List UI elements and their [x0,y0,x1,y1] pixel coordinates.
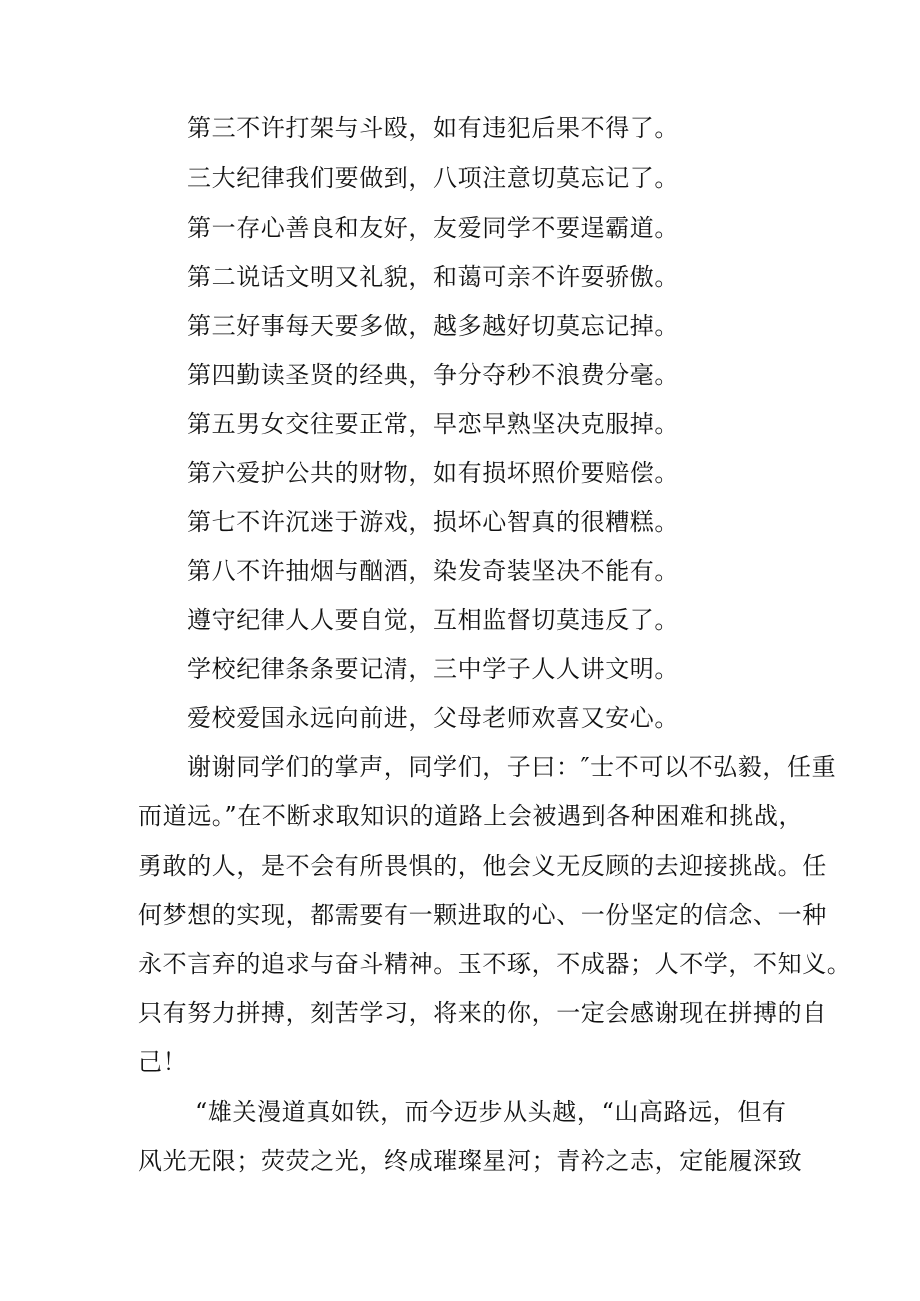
verse-line: 第三好事每天要多做，越多越好切莫忘记掉。 [187,312,679,340]
verse-line: 第一存心善良和友好，友爱同学不要逞霸道。 [187,214,679,242]
verse-line: 第五男女交往要正常，早恋早熟坚决克服掉。 [187,410,679,438]
verse-line: 三大纪律我们要做到，八项注意切莫忘记了。 [187,164,679,192]
paragraph-line: 勇敢的人，是不会有所畏惧的，他会义无反顾的去迎接挑战。任 [138,852,827,880]
paragraph-line: 永不言弃的追求与奋斗精神。玉不琢，不成器；人不学，不知义。 [138,950,852,978]
paragraph-line: 风光无限；荧荧之光，终成璀璨星河；青衿之志，定能履深致 [138,1147,803,1175]
verse-line: 第七不许沉迷于游戏，损坏心智真的很糟糕。 [187,508,679,536]
verse-line: 爱校爱国永远向前进，父母老师欢喜又安心。 [187,704,679,732]
paragraph-line: “雄关漫道真如铁，而今迈步从头越，“山高路远，但有 [195,1098,787,1126]
verse-line: 学校纪律条条要记清，三中学子人人讲文明。 [187,655,679,683]
paragraph-line: 谢谢同学们的掌声，同学们，子曰：″士不可以不弘毅，任重 [187,753,837,781]
verse-line: 第六爱护公共的财物，如有损坏照价要赔偿。 [187,459,679,487]
paragraph-line: 何梦想的实现，都需要有一颗进取的心、一份坚定的信念、一种 [138,901,827,929]
paragraph-line: 而道远。”在不断求取知识的道路上会被遇到各种困难和挑战， [138,802,804,830]
verse-line: 第三不许打架与斗殴，如有违犯后果不得了。 [187,114,679,142]
verse-line: 遵守纪律人人要自觉，互相监督切莫违反了。 [187,606,679,634]
paragraph-line: 己！ [138,1048,188,1076]
verse-line: 第二说话文明又礼貌，和蔼可亲不许耍骄傲。 [187,263,679,291]
verse-line: 第八不许抽烟与酗酒，染发奇装坚决不能有。 [187,557,679,585]
paragraph-line: 只有努力拼搏，刻苦学习，将来的你，一定会感谢现在拼搏的自 [138,999,827,1027]
verse-line: 第四勤读圣贤的经典，争分夺秒不浪费分毫。 [187,361,679,389]
